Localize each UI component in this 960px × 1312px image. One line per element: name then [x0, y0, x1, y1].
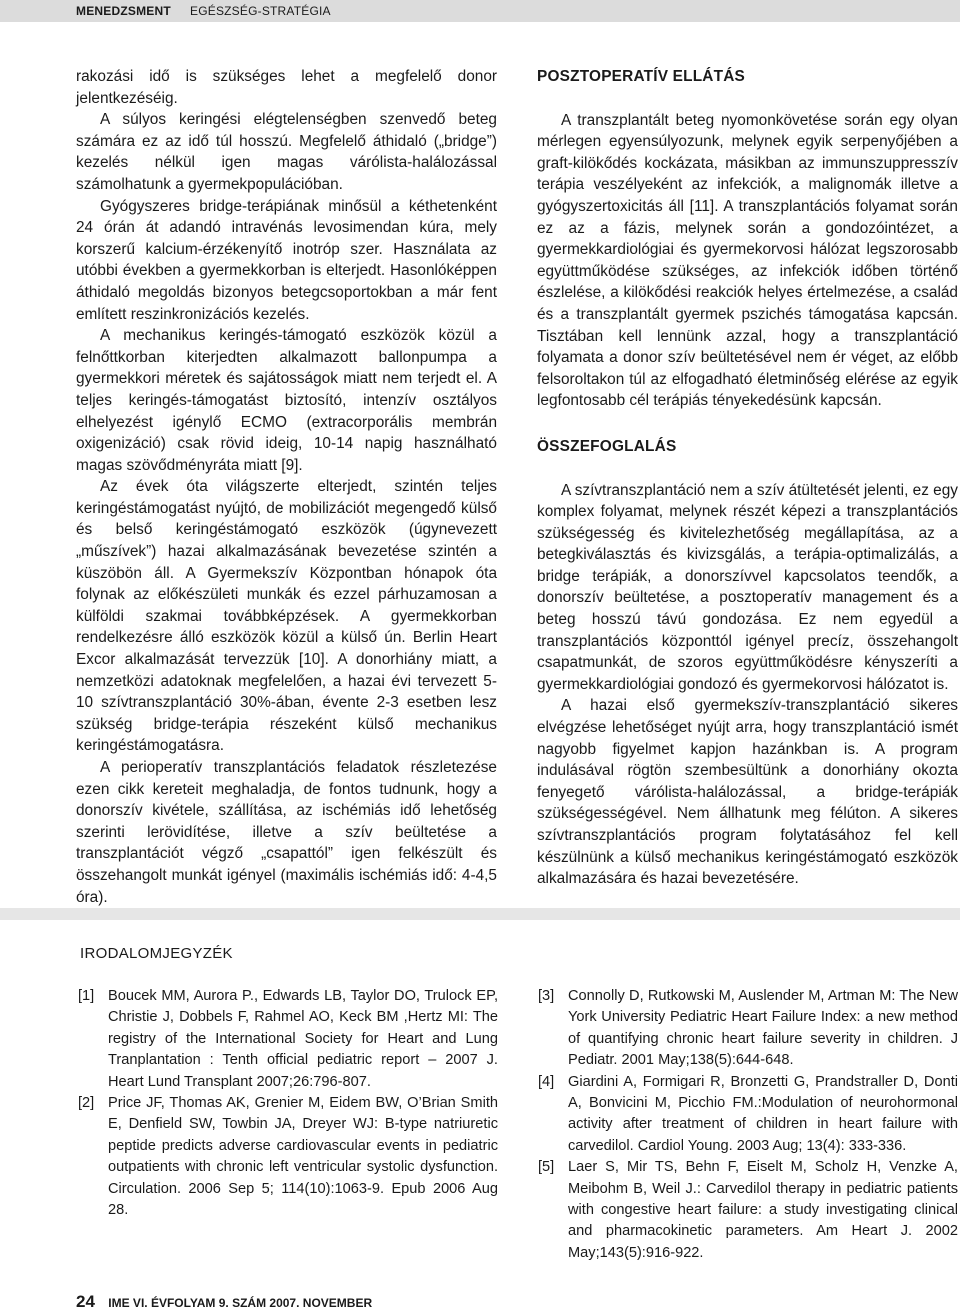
running-header — [0, 0, 960, 22]
page-number: 24 — [76, 1292, 95, 1311]
header-subsection: EGÉSZSÉG-STRATÉGIA — [190, 4, 331, 18]
paragraph: Az évek óta világszerte elterjedt, szintén teljes keringéstámogatást nyújtó, de mobilizációt megengedő külső és belső keringéstámogató eszközök (úgynevezett „műszívek”) hazai alkalmazásának bevezetése szintén a küszöbön áll. A Gyermekszív Központban hónapok óta folynak az előkészületi munkák és ezzel párhuzamosan a külföldi szakmai továbbképzések. A gyermekkorban rendelkezésre álló eszközök közül a külső ún. Berlin Heart Excor alkalmazását tervezzük [10]. A donorhiány miatt, a nemzetközi adatoknak megfelelően, a hazai évi tervezett 5-10 szívtranszplantáció 30%-ában, évente 2-3 esetben lesz szükség bridge-terápia részeként külső mechanikus keringéstámogatásra. — [76, 478, 497, 755]
page-footer — [76, 1292, 372, 1312]
reference-item — [538, 1157, 958, 1264]
references-list-left — [78, 986, 498, 1221]
reference-text: Giardini A, Formigari R, Bronzetti G, Prandstraller D, Donti A, Bonvicini M, Picchio FM.:Modulation of neurohormonal activity after treatment of children in heart failure with carvedilol. Cardiol Young. 2003 Aug; 13(4): 333-336. — [568, 1073, 958, 1154]
reference-text: Connolly D, Rutkowski M, Auslender M, Artman M: The New York University Pediatric Heart Failure Index: a new method of quantifying chronic heart failure severity in children. J Pediatr. 2001 May;138(5):644-648. — [568, 988, 958, 1069]
section-heading-summary: ÖSSZEFOGLALÁS — [537, 437, 677, 455]
paragraph: A súlyos keringési elégtelenségben szenvedő beteg számára ez az idő túl hosszú. Megfelelő áthidaló („bridge”) kezelés nélkül igen magas várólista-halálozással számolhatunk a gyermekpopulációban. — [76, 111, 497, 193]
reference-number: [4] — [538, 1073, 555, 1090]
section-heading-postoperative: POSZTOPERATÍV ELLÁTÁS — [537, 68, 745, 85]
paragraph: A transzplantált beteg nyomonkövetése során egy olyan mérlegen egyensúlyozunk, melynek egyik serpenyőjében a graft-kilökődés kockázata, másikban az immunszuppresszív terápia veszélyeként az infekciók, a malignomák illetve a gyógyszertoxicitás áll [11]. A transzplantációs folyamat során ez az a fázis, melynek során a gondozóintézet, a gyermekkardiológiai és gyermekorvosi hálózat legszorosabb együttműködése szükséges, az infekciók időben történő észlelése, a kilökődési reakciók helyes értelmezése, a család és a transzplantált gyermek pszichés támogatása kapcsán. Tisztában kell lennünk azzal, hogy a transzplantáció folyamata a donor szív beültetésével nem ér véget, az előbb felsoroltakon túl az elfogadható életminőség elérése az egyik legfontosabb cél terápiás tényekedésünk kapcsán. — [537, 111, 958, 410]
journal-issue: IME VI. ÉVFOLYAM 9. SZÁM 2007. NOVEMBER — [108, 1296, 373, 1310]
reference-number: [1] — [78, 988, 95, 1004]
paragraph: A szívtranszplantáció nem a szív átültetését jelenti, ez egy komplex folyamat, melynek részét képezi a transzplantációs szükségesség és kivitelezhetőség megállapítása, az a betegkiválasztás és kivizsgálás, a terápia-optimalizálás, a bridge terápiák, a donorszívvel kapcsolatos teendők, a donorszív beültetése, a posztoperatív management és a beteg hosszú távú gondozása. Ez nem egyedül a transzplantációs központtól igényel precíz, összehangolt csapatmunkát, de szoros együttműködésre kényszeríti a gyermekkardiológiai gondozó és gyermekorvosi hálózatot is. — [537, 481, 958, 693]
reference-text: Price JF, Thomas AK, Grenier M, Eidem BW, O’Brian Smith E, Denfield SW, Towbin JA, Dreyer WJ: B-type natriuretic peptide predicts adverse cardiovascular events in pediatric outpatients with chronic left ventricular systolic dysfunction. Circulation. 2006 Sep 5; 114(10):1063-9. Epub 2006 Aug 28. — [108, 1095, 498, 1219]
paragraph: A perioperatív transzplantációs feladatok részletezése ezen cikk kereteit meghaladja, de fontos tudnunk, hogy a donorszív kivétele, szállítása, az ischémiás idő lehetőség szerinti lerövidítése, illetve a szív beültetése a transzplantációt végző „csapattól” igen felkészült és összehangolt munkát igényel (maximális ischémiás idő: 4-4,5 óra). — [76, 759, 497, 906]
reference-text: Laer S, Mir TS, Behn F, Eiselt M, Scholz H, Venzke A, Meibohm B, Weil J.: Carvedilol therapy in pediatric patients with congestive heart failure: a study investigating clinical and pharmacokinetic parameters. Am Heart J. 2002 May;143(5):916-922. — [568, 1159, 958, 1261]
reference-number: [2] — [78, 1095, 95, 1112]
paragraph: A mechanikus keringés-támogató eszközök közül a felnőttkorban kiterjedten alkalmazott ballonpumpa a gyermekkori méretek és sajátosságok miatt nem terjedt el. A teljes keringés-támogatást biztosító, intenzív osztályos elhelyezést igénylő ECMO (extracorporális membrán oxigenizáció) csak rövid ideig, 10-14 napig használható magas szövődményráta miatt [9]. — [76, 327, 497, 474]
reference-number: [5] — [538, 1159, 555, 1176]
header-section: MENEDZSMENT — [76, 4, 171, 18]
reference-item — [78, 986, 498, 1093]
paragraph: rakozási idő is szükséges lehet a megfelelő donor jelentkezéséig. — [76, 68, 497, 107]
right-column — [537, 66, 958, 890]
reference-number: [3] — [538, 988, 555, 1004]
reference-item — [538, 1072, 958, 1158]
references-title: IRODALOMJEGYZÉK — [80, 945, 233, 962]
section-divider — [0, 908, 960, 920]
reference-text: Boucek MM, Aurora P., Edwards LB, Taylor DO, Trulock EP, Christie J, Dobbels F, Rahmel AO, Keck BM ,Hertz MI: The registry of the International Society for Heart and Lung Tranplantation : Tenth official pediatric report – 2007 J. Heart Lund Transplant 2007;26:796-807. — [108, 988, 498, 1090]
paragraph: Gyógyszeres bridge-terápiának minősül a kéthetenként 24 órán át adandó intravénás levosimendan kúra, mely korszerű kalcium-érzékenyítő inotróp szer. Használata az utóbbi években a gyermekkorban is elterjedt. Hasonlóképpen áthidaló megoldás bizonyos betegcsoportokban a már fent említett reszinkronizációs kezelés. — [76, 197, 497, 323]
references-list-right — [538, 986, 958, 1264]
left-column — [76, 66, 497, 908]
paragraph: A hazai első gyermekszív-transzplantáció sikeres elvégzése lehetőséget nyújt arra, hogy transzplantáció ismét nagyobb figyelmet kapjon hazánkban is. A program indulásával rögtön szembesültünk a donorhiány okozta fenyegető várólista-halálozással, a bridge-terápiák szükségességével. Nem állhatunk meg félúton. A sikeres szívtranszplantációs program folytatásához fel kell készülnünk a külső mechanikus keringéstámogató eszközök alkalmazására és hazai bevezetésére. — [537, 697, 958, 888]
reference-item — [78, 1093, 498, 1221]
reference-item — [538, 986, 958, 1072]
